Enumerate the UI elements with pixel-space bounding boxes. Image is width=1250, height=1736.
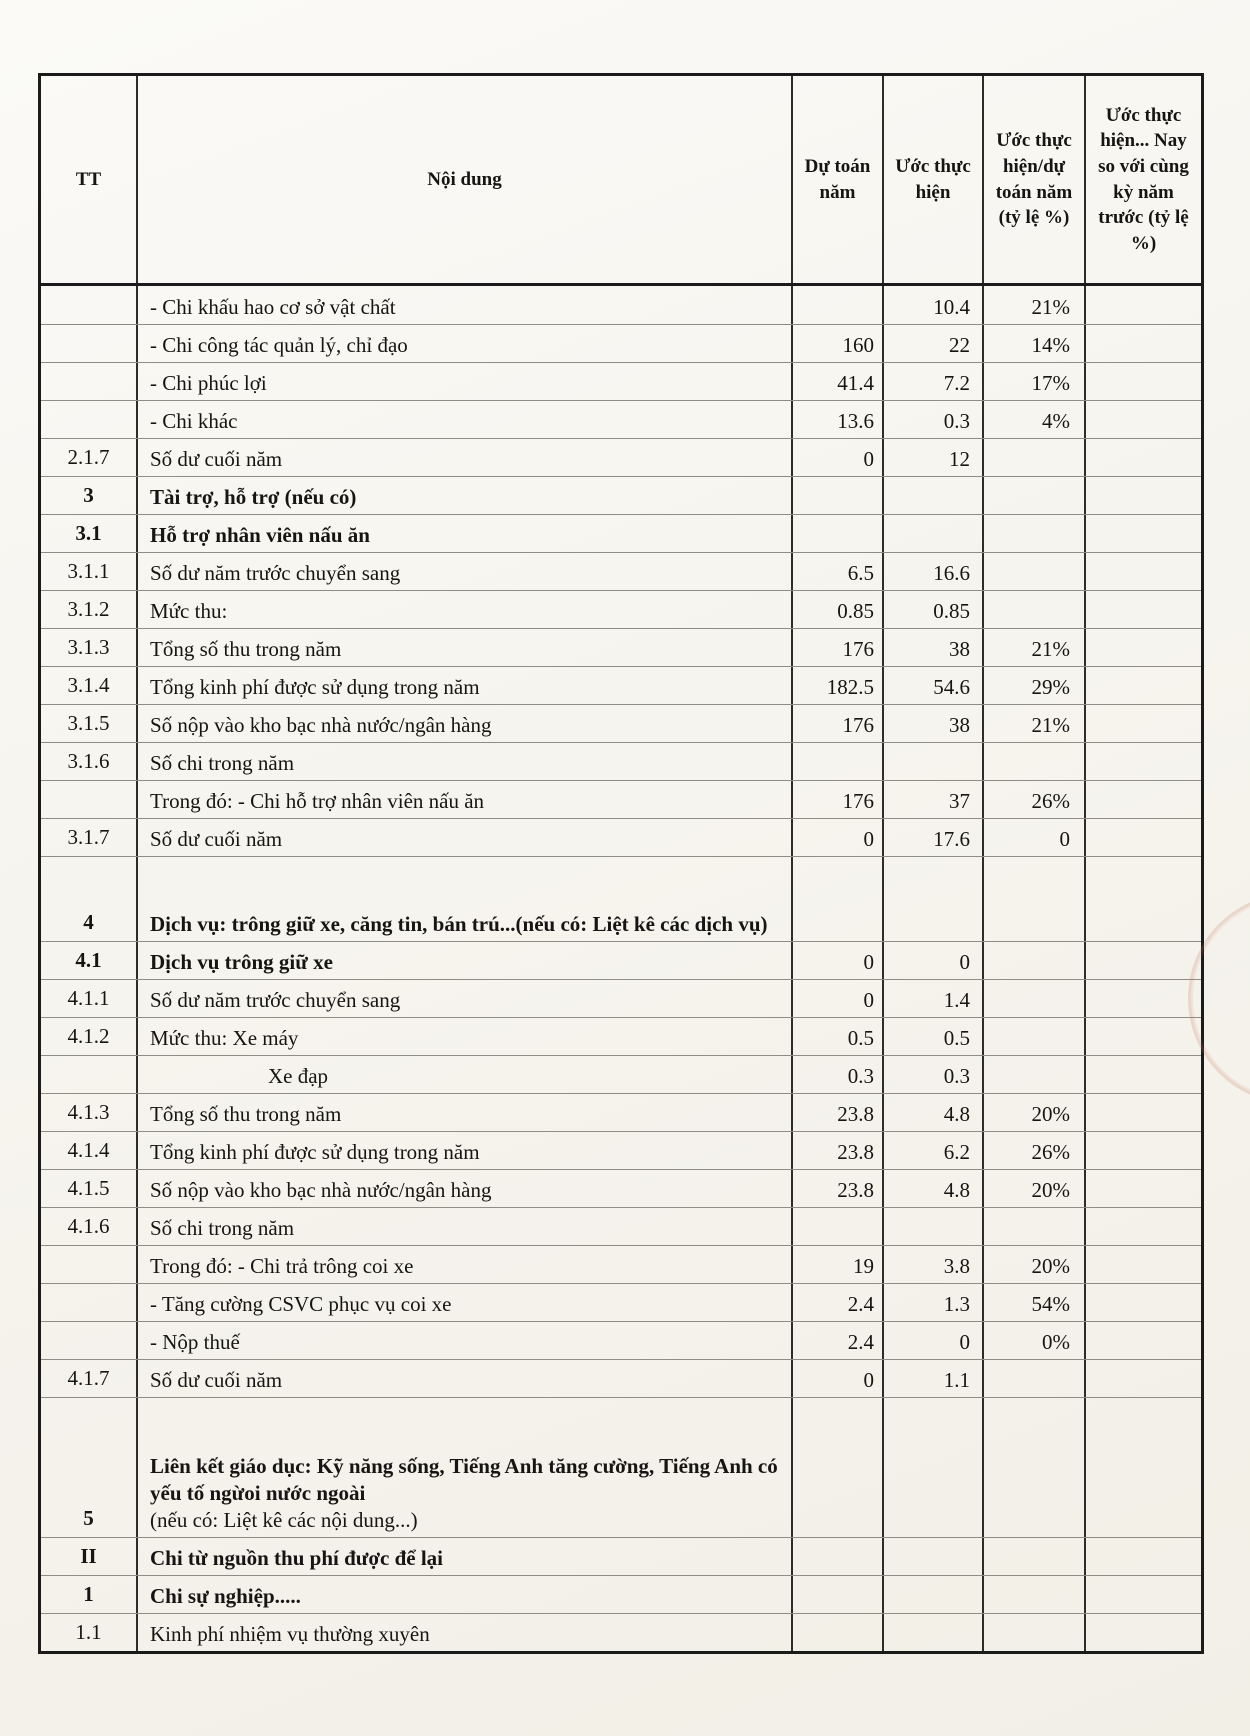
cell-du-toan: 13.6 xyxy=(793,401,884,438)
table-body xyxy=(41,286,1201,1651)
row-label-text: - Chi phúc lợi xyxy=(150,371,267,396)
cell-uoc-thuc-hien xyxy=(884,1208,984,1245)
cell-cung-ky xyxy=(1086,1056,1201,1093)
cell-du-toan: 176 xyxy=(793,705,884,742)
cell-du-toan: 0 xyxy=(793,942,884,979)
row-label-text: Hỗ trợ nhân viên nấu ăn xyxy=(150,523,370,548)
row-tt: 3.1.2 xyxy=(41,591,138,628)
row-label xyxy=(138,439,793,476)
cell-du-toan xyxy=(793,857,884,941)
cell-du-toan: 182.5 xyxy=(793,667,884,704)
header-du-toan: Dự toán năm xyxy=(793,76,884,283)
row-label-text: Trong đó: - Chi hỗ trợ nhân viên nấu ăn xyxy=(150,789,485,814)
cell-cung-ky xyxy=(1086,1246,1201,1283)
table-row xyxy=(41,941,1201,979)
row-label xyxy=(138,1170,793,1207)
row-label-text: Tổng số thu trong năm xyxy=(150,1102,342,1127)
cell-uoc-thuc-hien: 22 xyxy=(884,325,984,362)
cell-ty-le: 29% xyxy=(984,667,1086,704)
cell-uoc-thuc-hien: 54.6 xyxy=(884,667,984,704)
row-label xyxy=(138,705,793,742)
row-label xyxy=(138,857,793,941)
row-tt: 4.1.6 xyxy=(41,1208,138,1245)
cell-ty-le: 21% xyxy=(984,705,1086,742)
table-row xyxy=(41,362,1201,400)
row-label xyxy=(138,942,793,979)
cell-uoc-thuc-hien: 4.8 xyxy=(884,1170,984,1207)
cell-uoc-thuc-hien: 1.4 xyxy=(884,980,984,1017)
row-label-text: Số chi trong năm xyxy=(150,751,295,776)
row-label xyxy=(138,629,793,666)
cell-ty-le: 26% xyxy=(984,1132,1086,1169)
cell-ty-le xyxy=(984,1018,1086,1055)
cell-cung-ky xyxy=(1086,477,1201,514)
cell-uoc-thuc-hien: 1.1 xyxy=(884,1360,984,1397)
row-tt xyxy=(41,781,138,818)
table-row xyxy=(41,286,1201,324)
row-label xyxy=(138,553,793,590)
cell-du-toan: 2.4 xyxy=(793,1284,884,1321)
row-tt xyxy=(41,1246,138,1283)
row-label xyxy=(138,1322,793,1359)
table-row xyxy=(41,1131,1201,1169)
row-tt: 4.1.2 xyxy=(41,1018,138,1055)
row-label xyxy=(138,1398,793,1537)
cell-du-toan: 0.85 xyxy=(793,591,884,628)
header-tt: TT xyxy=(41,76,138,283)
row-label-text: Kinh phí nhiệm vụ thường xuyên xyxy=(150,1622,430,1647)
row-tt: 5 xyxy=(41,1398,138,1537)
cell-cung-ky xyxy=(1086,1360,1201,1397)
budget-table xyxy=(38,73,1204,1654)
cell-du-toan xyxy=(793,286,884,324)
row-label-text: Số nộp vào kho bạc nhà nước/ngân hàng xyxy=(150,713,492,738)
cell-cung-ky xyxy=(1086,980,1201,1017)
row-label-text: Số dư cuối năm xyxy=(150,447,283,472)
cell-cung-ky xyxy=(1086,857,1201,941)
cell-uoc-thuc-hien xyxy=(884,1398,984,1537)
row-label xyxy=(138,980,793,1017)
cell-ty-le xyxy=(984,1208,1086,1245)
cell-uoc-thuc-hien: 0.5 xyxy=(884,1018,984,1055)
cell-uoc-thuc-hien xyxy=(884,743,984,780)
row-tt: 4 xyxy=(41,857,138,941)
cell-ty-le: 0% xyxy=(984,1322,1086,1359)
row-label-text: - Chi công tác quản lý, chỉ đạo xyxy=(150,333,408,358)
header-ty-le: Ước thực hiện/dự toán năm (tỷ lệ %) xyxy=(984,76,1086,283)
cell-cung-ky xyxy=(1086,1576,1201,1613)
table-row xyxy=(41,628,1201,666)
row-tt xyxy=(41,325,138,362)
table-row xyxy=(41,438,1201,476)
cell-du-toan: 6.5 xyxy=(793,553,884,590)
cell-du-toan: 0.5 xyxy=(793,1018,884,1055)
table-row xyxy=(41,552,1201,590)
row-tt: 4.1.1 xyxy=(41,980,138,1017)
row-label-text: - Tăng cường CSVC phục vụ coi xe xyxy=(150,1292,452,1317)
row-tt: 3.1.1 xyxy=(41,553,138,590)
row-tt: 3.1.3 xyxy=(41,629,138,666)
cell-uoc-thuc-hien: 0.3 xyxy=(884,401,984,438)
cell-cung-ky xyxy=(1086,515,1201,552)
row-label-text: Dịch vụ: trông giữ xe, căng tin, bán trú...(nếu có: Liệt kê các dịch vụ) xyxy=(150,912,768,937)
row-label-text: Trong đó: - Chi trả trông coi xe xyxy=(150,1254,414,1279)
cell-du-toan: 176 xyxy=(793,629,884,666)
row-tt: 3.1.4 xyxy=(41,667,138,704)
row-label-text: Chi từ nguồn thu phí được để lại xyxy=(150,1546,444,1571)
table-row xyxy=(41,1245,1201,1283)
row-label-text: Số dư cuối năm xyxy=(150,1368,283,1393)
cell-du-toan: 23.8 xyxy=(793,1094,884,1131)
cell-ty-le: 20% xyxy=(984,1246,1086,1283)
row-label-text: Tổng kinh phí được sử dụng trong năm xyxy=(150,675,480,700)
row-label xyxy=(138,1284,793,1321)
cell-du-toan: 160 xyxy=(793,325,884,362)
table-row xyxy=(41,1017,1201,1055)
cell-uoc-thuc-hien xyxy=(884,1538,984,1575)
row-label xyxy=(138,325,793,362)
cell-du-toan: 0 xyxy=(793,980,884,1017)
cell-cung-ky xyxy=(1086,286,1201,324)
cell-cung-ky xyxy=(1086,705,1201,742)
cell-du-toan xyxy=(793,1398,884,1537)
cell-uoc-thuc-hien xyxy=(884,857,984,941)
cell-uoc-thuc-hien: 1.3 xyxy=(884,1284,984,1321)
row-label-text: Mức thu: xyxy=(150,599,228,624)
cell-ty-le: 14% xyxy=(984,325,1086,362)
row-tt: 3.1.5 xyxy=(41,705,138,742)
row-tt: 3 xyxy=(41,477,138,514)
cell-du-toan: 23.8 xyxy=(793,1132,884,1169)
cell-ty-le xyxy=(984,1398,1086,1537)
row-label xyxy=(138,1208,793,1245)
table-row xyxy=(41,1397,1201,1537)
row-label-text: Tổng kinh phí được sử dụng trong năm xyxy=(150,1140,480,1165)
row-label xyxy=(138,591,793,628)
cell-ty-le xyxy=(984,1538,1086,1575)
row-label xyxy=(138,1576,793,1613)
cell-uoc-thuc-hien: 0 xyxy=(884,1322,984,1359)
cell-du-toan xyxy=(793,477,884,514)
row-label-text: Số dư năm trước chuyển sang xyxy=(150,988,401,1013)
row-tt: 4.1.7 xyxy=(41,1360,138,1397)
table-row xyxy=(41,818,1201,856)
cell-du-toan xyxy=(793,1614,884,1651)
row-label xyxy=(138,286,793,324)
cell-uoc-thuc-hien xyxy=(884,515,984,552)
row-label xyxy=(138,743,793,780)
cell-du-toan: 23.8 xyxy=(793,1170,884,1207)
row-label-text: Tổng số thu trong năm xyxy=(150,637,342,662)
row-label xyxy=(138,781,793,818)
cell-ty-le: 17% xyxy=(984,363,1086,400)
table-row xyxy=(41,1093,1201,1131)
cell-du-toan xyxy=(793,743,884,780)
row-label xyxy=(138,667,793,704)
cell-cung-ky xyxy=(1086,629,1201,666)
row-label xyxy=(138,363,793,400)
cell-ty-le xyxy=(984,1360,1086,1397)
row-tt xyxy=(41,401,138,438)
row-label-text: Số dư năm trước chuyển sang xyxy=(150,561,401,586)
table-row xyxy=(41,742,1201,780)
row-tt xyxy=(41,286,138,324)
cell-du-toan: 2.4 xyxy=(793,1322,884,1359)
row-tt: 4.1.3 xyxy=(41,1094,138,1131)
cell-cung-ky xyxy=(1086,401,1201,438)
table-row xyxy=(41,590,1201,628)
cell-du-toan xyxy=(793,1208,884,1245)
cell-uoc-thuc-hien: 12 xyxy=(884,439,984,476)
row-label-text: - Chi khấu hao cơ sở vật chất xyxy=(150,295,396,320)
cell-cung-ky xyxy=(1086,439,1201,476)
cell-ty-le xyxy=(984,1576,1086,1613)
row-label xyxy=(138,477,793,514)
table-row xyxy=(41,780,1201,818)
row-label-text: Tài trợ, hỗ trợ (nếu có) xyxy=(150,485,357,510)
cell-cung-ky xyxy=(1086,1094,1201,1131)
cell-uoc-thuc-hien xyxy=(884,477,984,514)
table-row xyxy=(41,400,1201,438)
row-label-text: Số dư cuối năm xyxy=(150,827,283,852)
table-row xyxy=(41,1283,1201,1321)
cell-uoc-thuc-hien: 7.2 xyxy=(884,363,984,400)
row-label xyxy=(138,1094,793,1131)
cell-du-toan xyxy=(793,515,884,552)
table-header-row xyxy=(41,76,1201,286)
table-row xyxy=(41,1575,1201,1613)
row-label xyxy=(138,1614,793,1651)
cell-uoc-thuc-hien: 38 xyxy=(884,629,984,666)
table-row xyxy=(41,1169,1201,1207)
row-tt: 2.1.7 xyxy=(41,439,138,476)
cell-cung-ky xyxy=(1086,1208,1201,1245)
row-label xyxy=(138,1538,793,1575)
cell-du-toan: 0 xyxy=(793,819,884,856)
cell-uoc-thuc-hien xyxy=(884,1614,984,1651)
row-tt: 3.1.7 xyxy=(41,819,138,856)
cell-du-toan: 41.4 xyxy=(793,363,884,400)
row-label xyxy=(138,515,793,552)
row-tt: II xyxy=(41,1538,138,1575)
row-tt xyxy=(41,1322,138,1359)
cell-uoc-thuc-hien xyxy=(884,1576,984,1613)
cell-du-toan: 0.3 xyxy=(793,1056,884,1093)
cell-ty-le xyxy=(984,591,1086,628)
cell-cung-ky xyxy=(1086,1284,1201,1321)
header-uoc-thuc-hien: Ước thực hiện xyxy=(884,76,984,283)
cell-du-toan xyxy=(793,1538,884,1575)
cell-cung-ky xyxy=(1086,591,1201,628)
row-tt xyxy=(41,1284,138,1321)
cell-ty-le xyxy=(984,857,1086,941)
cell-cung-ky xyxy=(1086,1132,1201,1169)
table-row xyxy=(41,704,1201,742)
cell-uoc-thuc-hien: 0 xyxy=(884,942,984,979)
table-row xyxy=(41,666,1201,704)
cell-du-toan: 0 xyxy=(793,439,884,476)
header-noi-dung: Nội dung xyxy=(138,76,793,283)
cell-uoc-thuc-hien: 3.8 xyxy=(884,1246,984,1283)
row-tt: 1.1 xyxy=(41,1614,138,1651)
cell-uoc-thuc-hien: 6.2 xyxy=(884,1132,984,1169)
cell-ty-le xyxy=(984,515,1086,552)
row-label xyxy=(138,1018,793,1055)
row-label xyxy=(138,819,793,856)
table-row xyxy=(41,324,1201,362)
row-tt: 3.1.6 xyxy=(41,743,138,780)
cell-uoc-thuc-hien: 0.3 xyxy=(884,1056,984,1093)
cell-du-toan xyxy=(793,1576,884,1613)
cell-ty-le: 21% xyxy=(984,286,1086,324)
row-tt: 4.1.4 xyxy=(41,1132,138,1169)
table-row xyxy=(41,514,1201,552)
cell-ty-le: 20% xyxy=(984,1170,1086,1207)
cell-uoc-thuc-hien: 10.4 xyxy=(884,286,984,324)
cell-cung-ky xyxy=(1086,942,1201,979)
table-row xyxy=(41,856,1201,941)
row-label-text: Chi sự nghiệp..... xyxy=(150,1584,301,1609)
cell-ty-le: 0 xyxy=(984,819,1086,856)
cell-cung-ky xyxy=(1086,1538,1201,1575)
row-tt xyxy=(41,1056,138,1093)
row-tt xyxy=(41,363,138,400)
cell-ty-le xyxy=(984,743,1086,780)
row-label-text: Xe đạp xyxy=(268,1064,329,1089)
cell-du-toan: 19 xyxy=(793,1246,884,1283)
cell-ty-le: 21% xyxy=(984,629,1086,666)
cell-uoc-thuc-hien: 17.6 xyxy=(884,819,984,856)
table-row xyxy=(41,476,1201,514)
cell-ty-le xyxy=(984,980,1086,1017)
cell-uoc-thuc-hien: 38 xyxy=(884,705,984,742)
cell-ty-le xyxy=(984,553,1086,590)
table-row xyxy=(41,1613,1201,1651)
cell-uoc-thuc-hien: 16.6 xyxy=(884,553,984,590)
cell-ty-le xyxy=(984,942,1086,979)
cell-uoc-thuc-hien: 37 xyxy=(884,781,984,818)
row-tt: 3.1 xyxy=(41,515,138,552)
cell-ty-le xyxy=(984,439,1086,476)
cell-ty-le: 54% xyxy=(984,1284,1086,1321)
cell-ty-le xyxy=(984,477,1086,514)
row-label-text: Mức thu: Xe máy xyxy=(150,1026,299,1051)
cell-uoc-thuc-hien: 0.85 xyxy=(884,591,984,628)
cell-cung-ky xyxy=(1086,667,1201,704)
row-label xyxy=(138,1132,793,1169)
row-label xyxy=(138,1056,793,1093)
cell-cung-ky xyxy=(1086,1018,1201,1055)
cell-cung-ky xyxy=(1086,743,1201,780)
cell-cung-ky xyxy=(1086,1614,1201,1651)
table-row xyxy=(41,1537,1201,1575)
cell-cung-ky xyxy=(1086,1322,1201,1359)
cell-cung-ky xyxy=(1086,325,1201,362)
cell-cung-ky xyxy=(1086,1170,1201,1207)
table-row xyxy=(41,979,1201,1017)
table-row xyxy=(41,1359,1201,1397)
row-label xyxy=(138,401,793,438)
row-label-text: - Nộp thuế xyxy=(150,1330,240,1355)
row-tt: 4.1 xyxy=(41,942,138,979)
row-label-text: Số chi trong năm xyxy=(150,1216,295,1241)
cell-uoc-thuc-hien: 4.8 xyxy=(884,1094,984,1131)
cell-ty-le: 4% xyxy=(984,401,1086,438)
cell-du-toan: 176 xyxy=(793,781,884,818)
row-label-text: Dịch vụ trông giữ xe xyxy=(150,950,333,975)
cell-cung-ky xyxy=(1086,363,1201,400)
cell-cung-ky xyxy=(1086,1398,1201,1537)
table-row xyxy=(41,1207,1201,1245)
row-label-text: Số nộp vào kho bạc nhà nước/ngân hàng xyxy=(150,1178,492,1203)
row-label-note: (nếu có: Liệt kê các nội dung...) xyxy=(150,1508,418,1533)
cell-ty-le xyxy=(984,1614,1086,1651)
cell-du-toan: 0 xyxy=(793,1360,884,1397)
header-cung-ky: Ước thực hiện... Nay so với cùng kỳ năm trước (tỷ lệ %) xyxy=(1098,104,1189,254)
cell-cung-ky xyxy=(1086,819,1201,856)
cell-cung-ky xyxy=(1086,781,1201,818)
row-tt: 1 xyxy=(41,1576,138,1613)
row-label-text: Liên kết giáo dục: Kỹ năng sống, Tiếng Anh tăng cường, Tiếng Anh có yếu tố ngừoi nước ngoài xyxy=(150,1454,778,1506)
row-label xyxy=(138,1246,793,1283)
table-row xyxy=(41,1055,1201,1093)
cell-ty-le: 20% xyxy=(984,1094,1086,1131)
cell-cung-ky xyxy=(1086,553,1201,590)
cell-ty-le xyxy=(984,1056,1086,1093)
row-label xyxy=(138,1360,793,1397)
table-row xyxy=(41,1321,1201,1359)
row-label-text: - Chi khác xyxy=(150,409,238,434)
row-tt: 4.1.5 xyxy=(41,1170,138,1207)
cell-ty-le: 26% xyxy=(984,781,1086,818)
